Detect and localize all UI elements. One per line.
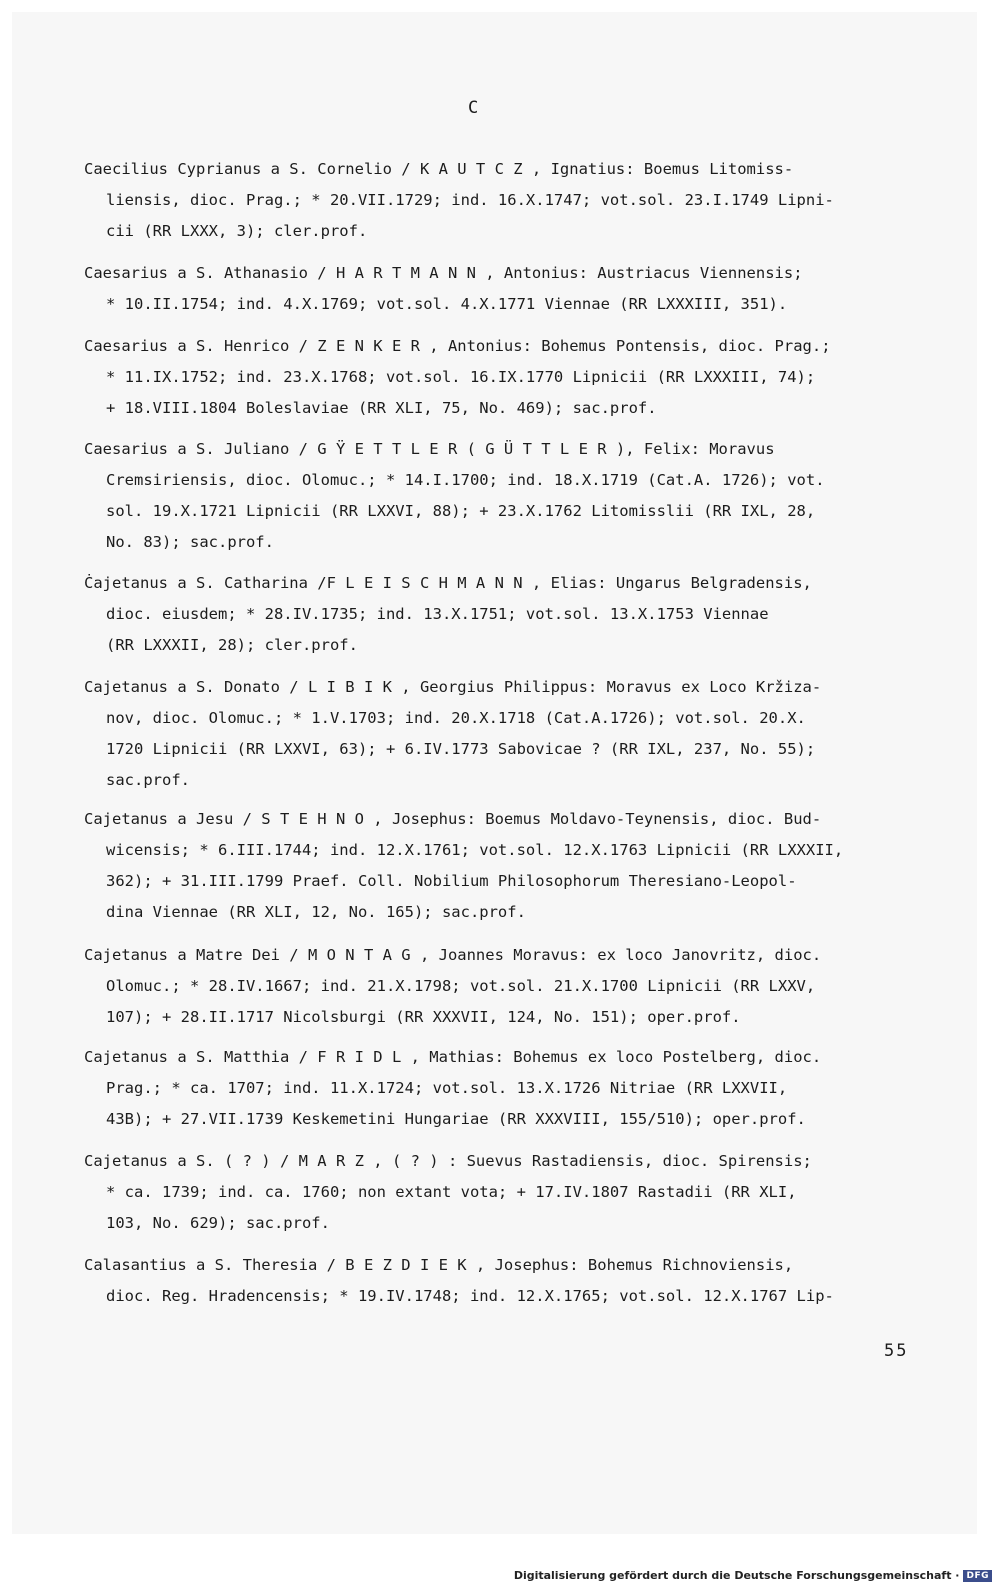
entry-cajetanus-marz: [84, 1146, 906, 1239]
entry-line: No. 83); sac.prof.: [106, 533, 274, 551]
entry-line: Cajetanus a S. ( ? ) / M A R Z , ( ? ) : Suevus Rastadiensis, dioc. Spirensis;: [84, 1152, 812, 1170]
entry-line: Calasantius a S. Theresia / B E Z D I E K , Josephus: Bohemus Richnoviensis,: [84, 1256, 794, 1274]
entry-line: (RR LXXXII, 28); cler.prof.: [106, 636, 358, 654]
entry-line: dioc. eiusdem; * 28.IV.1735; ind. 13.X.1751; vot.sol. 13.X.1753 Viennae: [106, 605, 769, 623]
entry-line: cii (RR LXXX, 3); cler.prof.: [106, 222, 368, 240]
entry-cajetanus-jesu: [84, 804, 906, 928]
entry-line: Prag.; * ca. 1707; ind. 11.X.1724; vot.sol. 13.X.1726 Nitriae (RR LXXVII,: [106, 1079, 788, 1097]
entry-cajetanus-matthia: [84, 1042, 906, 1135]
entry-line: liensis, dioc. Prag.; * 20.VII.1729; ind. 16.X.1747; vot.sol. 23.I.1749 Lipni-: [106, 191, 834, 209]
section-letter: C: [468, 98, 480, 118]
entry-line: * 10.II.1754; ind. 4.X.1769; vot.sol. 4.X.1771 Viennae (RR LXXXIII, 351).: [106, 295, 788, 313]
entry-caesarius-henrico: [84, 331, 906, 424]
entry-caecilius-cyprianus: [84, 154, 906, 247]
entry-line: Cajetanus a Matre Dei / M O N T A G , Joannes Moravus: ex loco Janovritz, dioc.: [84, 946, 822, 964]
entry-line: * 11.IX.1752; ind. 23.X.1768; vot.sol. 16.IX.1770 Lipnicii (RR LXXXIII, 74);: [106, 368, 816, 386]
entry-line: Caecilius Cyprianus a S. Cornelio / K A U T C Z , Ignatius: Boemus Litomiss-: [84, 160, 794, 178]
entry-caesarius-athanasio: [84, 258, 906, 320]
entry-line: * ca. 1739; ind. ca. 1760; non extant vota; + 17.IV.1807 Rastadii (RR XLI,: [106, 1183, 797, 1201]
entry-line: Caesarius a S. Athanasio / H A R T M A N N , Antonius: Austriacus Viennensis;: [84, 264, 803, 282]
entry-cajetanus-donato: [84, 672, 906, 796]
dfg-logo-icon: DFG: [963, 1570, 992, 1582]
entry-line: nov, dioc. Olomuc.; * 1.V.1703; ind. 20.X.1718 (Cat.A.1726); vot.sol. 20.X.: [106, 709, 806, 727]
entry-line: 103, No. 629); sac.prof.: [106, 1214, 330, 1232]
entry-line: Cremsiriensis, dioc. Olomuc.; * 14.I.1700; ind. 18.X.1719 (Cat.A. 1726); vot.: [106, 471, 825, 489]
entry-line: dioc. Reg. Hradencensis; * 19.IV.1748; ind. 12.X.1765; vot.sol. 12.X.1767 Lip-: [106, 1287, 834, 1305]
footer-text: Digitalisierung gefördert durch die Deutsche Forschungsgemeinschaft ·: [513, 1569, 960, 1582]
digitization-footer: [514, 1569, 992, 1582]
entry-line: 1720 Lipnicii (RR LXXVI, 63); + 6.IV.1773 Sabovicae ? (RR IXL, 237, No. 55);: [106, 740, 816, 758]
entry-line: Cajetanus a S. Matthia / F R I D L , Mathias: Bohemus ex loco Postelberg, dioc.: [84, 1048, 822, 1066]
entry-calasantius-theresia: [84, 1250, 906, 1312]
entry-line: Caesarius a S. Juliano / G Ÿ E T T L E R ( G Ü T T L E R ), Felix: Moravus: [84, 440, 775, 458]
entry-cajetanus-matre-dei: [84, 940, 906, 1033]
entry-line: 362); + 31.III.1799 Praef. Coll. Nobilium Philosophorum Theresiano-Leopol-: [106, 872, 797, 890]
entry-line: sac.prof.: [106, 771, 190, 789]
entry-cajetanus-catharina: [84, 568, 906, 661]
entry-line: Caesarius a S. Henrico / Z E N K E R , Antonius: Bohemus Pontensis, dioc. Prag.;: [84, 337, 831, 355]
entry-line: Olomuc.; * 28.IV.1667; ind. 21.X.1798; vot.sol. 21.X.1700 Lipnicii (RR LXXV,: [106, 977, 816, 995]
entry-line: wicensis; * 6.III.1744; ind. 12.X.1761; vot.sol. 12.X.1763 Lipnicii (RR LXXXII,: [106, 841, 844, 859]
entry-line: dina Viennae (RR XLI, 12, No. 165); sac.prof.: [106, 903, 526, 921]
entry-caesarius-juliano: [84, 434, 906, 558]
entry-line: + 18.VIII.1804 Boleslaviae (RR XLI, 75, No. 469); sac.prof.: [106, 399, 657, 417]
entry-line: sol. 19.X.1721 Lipnicii (RR LXXVI, 88); + 23.X.1762 Litomisslii (RR IXL, 28,: [106, 502, 816, 520]
entry-line: Cajetanus a S. Donato / L I B I K , Georgius Philippus: Moravus ex Loco Kržiza-: [84, 678, 822, 696]
entry-line: Cajetanus a Jesu / S T E H N O , Josephus: Boemus Moldavo-Teynensis, dioc. Bud-: [84, 810, 822, 828]
entry-line: Ċajetanus a S. Catharina /F L E I S C H M A N N , Elias: Ungarus Belgradensis,: [84, 574, 812, 592]
entry-line: 107); + 28.II.1717 Nicolsburgi (RR XXXVII, 124, No. 151); oper.prof.: [106, 1008, 741, 1026]
page-number: 55: [884, 1341, 909, 1361]
entry-line: 43B); + 27.VII.1739 Keskemetini Hungariae (RR XXXVIII, 155/510); oper.prof.: [106, 1110, 806, 1128]
